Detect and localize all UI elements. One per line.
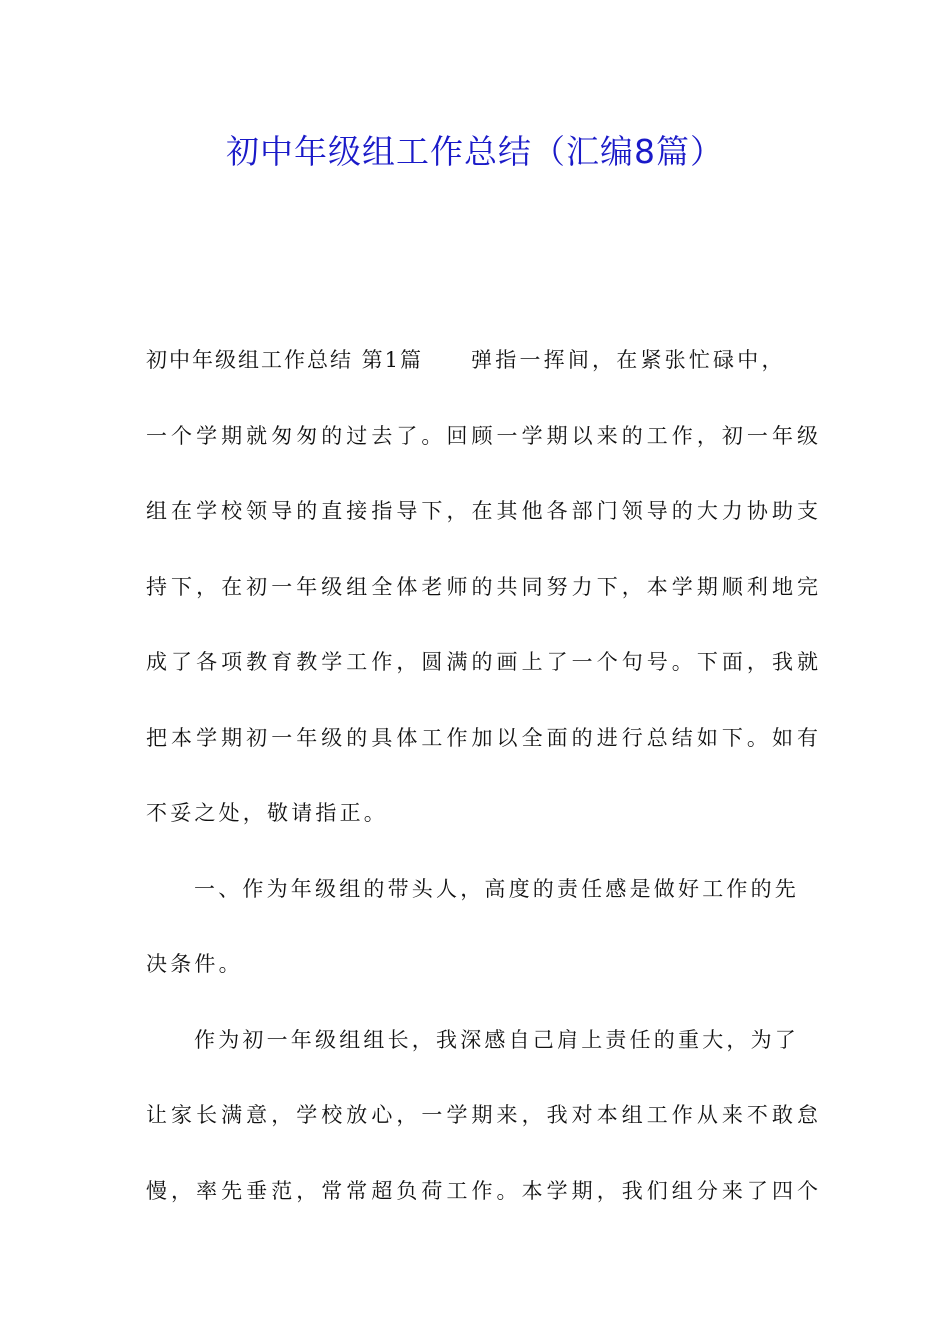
paragraph-line-first (146, 336, 818, 412)
document-body (146, 336, 818, 1242)
paragraph-line: 一、作为年级组的带头人，高度的责任感是做好工作的先 (194, 876, 799, 901)
paragraph-line: 组在学校领导的直接指导下，在其他各部门领导的大力协助支 (146, 499, 818, 523)
paragraph-line: 慢，率先垂范，常常超负荷工作。本学期，我们组分来了四个 (146, 1178, 818, 1203)
paragraph-line: 不妥之处，敬请指正。 (146, 801, 388, 825)
paragraph-line: 决条件。 (146, 952, 243, 976)
paragraph-line: 持下，在初一年级组全体老师的共同努力下，本学期顺利地完 (146, 574, 818, 599)
paragraph-line: 让家长满意，学校放心，一学期来，我对本组工作从来不敢怠 (146, 1103, 818, 1127)
paragraph-line: 作为初一年级组组长，我深感自己肩上责任的重大，为了 (194, 1027, 799, 1052)
paragraph-line: 把本学期初一年级的具体工作加以全面的进行总结如下。如有 (146, 725, 818, 750)
section-heading: 初中年级组工作总结 第1篇 (146, 348, 424, 372)
paragraph-line: 一个学期就匆匆的过去了。回顾一学期以来的工作，初一年级 (146, 423, 818, 448)
document-title: 初中年级组工作总结（汇编8篇） (226, 132, 724, 171)
paragraph-text: 弹指一挥间，在紧张忙碌中， (471, 348, 786, 372)
paragraph-line: 成了各项教育教学工作，圆满的画上了一个句号。下面，我就 (146, 650, 818, 674)
